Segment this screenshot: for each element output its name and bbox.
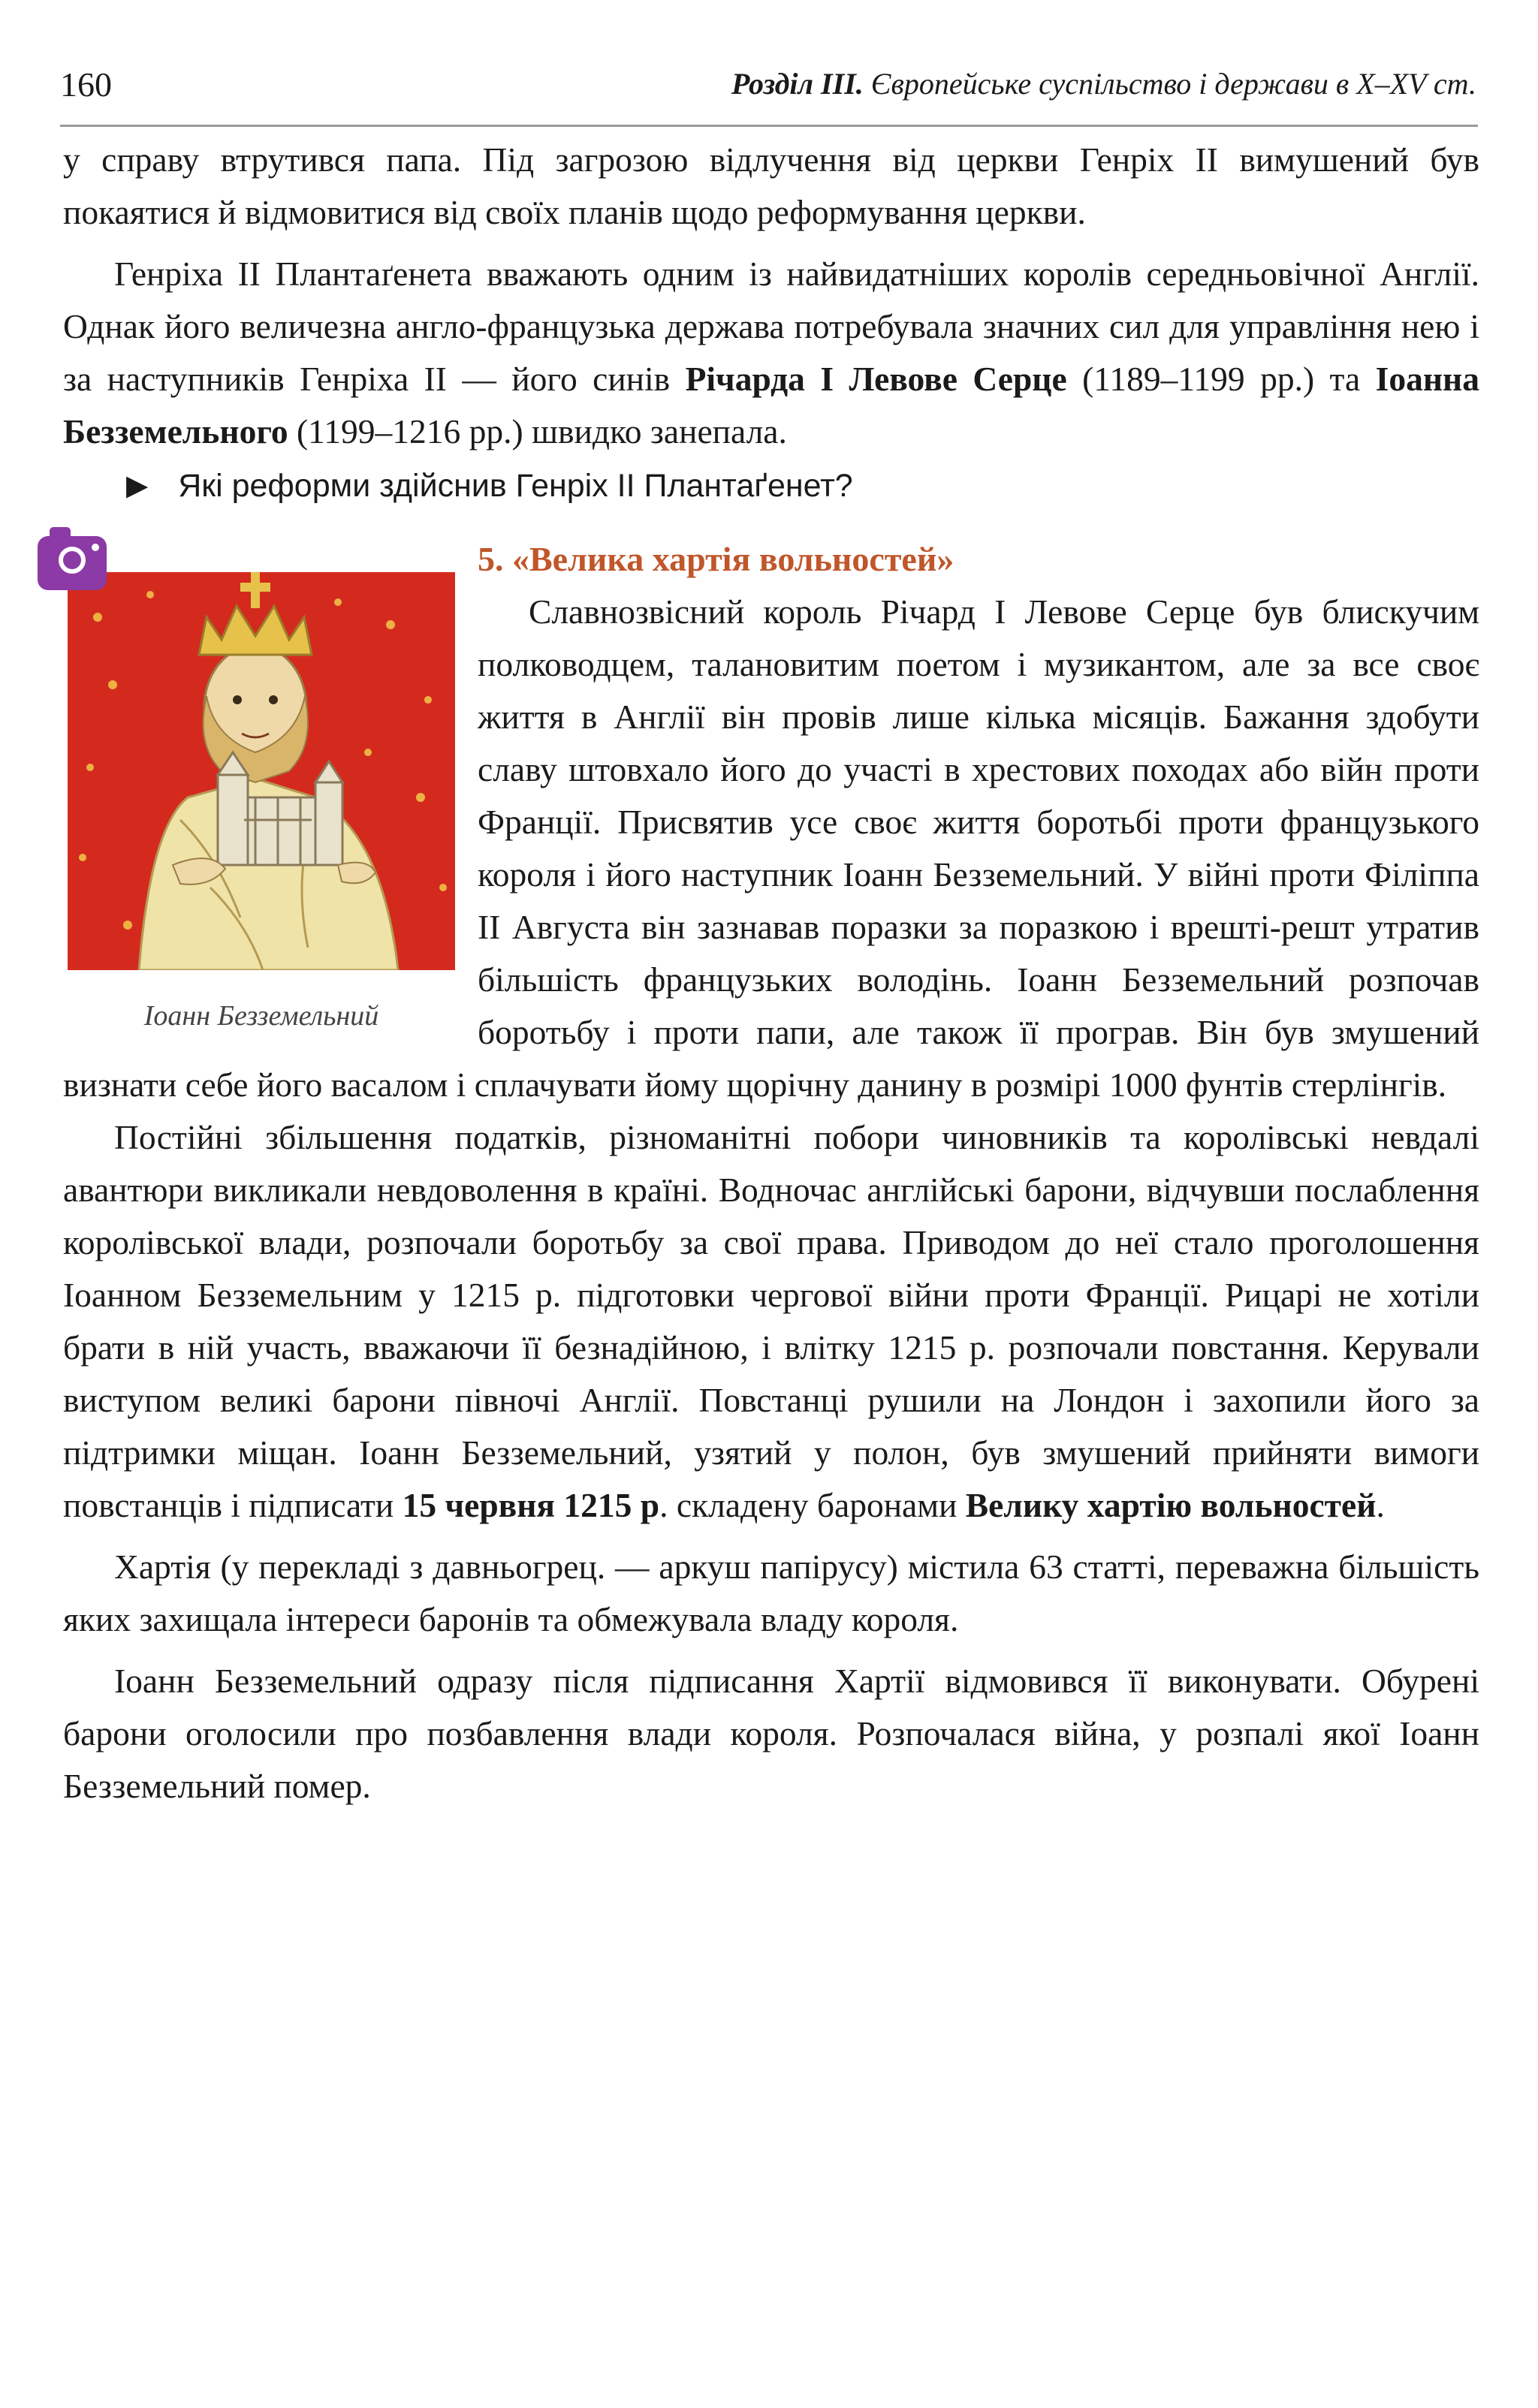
camera-icon-top xyxy=(50,527,71,541)
section-p2-text-e: . xyxy=(1376,1486,1385,1524)
review-question xyxy=(63,460,1479,512)
running-header-subtitle: Європейське суспільство і держави в X–XV ст. xyxy=(870,67,1476,101)
page-number: 160 xyxy=(60,65,112,104)
camera-icon[interactable] xyxy=(38,536,107,590)
section-paragraph-4: Іоанн Безземельний одразу після підписання Хартії відмовився її виконувати. Обурені барони оголосили про позбавлення влади короля. Розпочалася війна, у розпалі якої Іоанн Безземельний помер. xyxy=(63,1662,1479,1805)
intro-paragraph-1: у справу втрутився папа. Під загрозою відлучення від церкви Генріх II вимушений був покаятися й відмовитися від своїх планів щодо реформування церкви. xyxy=(63,140,1479,231)
charter-date: 15 червня 1215 р xyxy=(402,1486,660,1524)
camera-icon-lens xyxy=(59,547,86,574)
section-title: 5. «Велика хартія вольностей» xyxy=(478,540,954,578)
intro-p2-text-a: Генріха II Плантаґенета вважають одним із найвидатніших королів середньовічної Англії. Однак його величезна англо-французька держава потребувала значних сил для управління нею і за наступників Генріха II — його синів xyxy=(63,255,1479,398)
paragraph-gap xyxy=(63,1532,1479,1541)
portrait-figure xyxy=(35,536,455,1035)
section-p2-text-a: Постійні збільшення податків, різноманітні побори чиновників та королівські невдалі авантюри викликали невдоволення в країні. Водночас англійські барони, відчувши послаблення королівської влади, розпочали боротьбу за свої права. Приводом до неї стало проголошення Іоанном Безземельним у 1215 р. підготовки чергової війни проти Франції. Рицарі не хотіли брати в ній участь, вважаючи її безнадійною, і влітку 1215 р. розпочали повстання. Керували виступом великі барони півночі Англії. Повстанці рушили на Лондон і захопили його за підтримки міщан. Іоанн Безземельний, узятий у полон, був змушений прийняти вимоги повстанців і підписати xyxy=(63,1118,1479,1524)
header-divider xyxy=(60,125,1478,127)
section-paragraph-2 xyxy=(63,1111,1479,1532)
figure-caption: Іоанн Безземельний xyxy=(143,1000,379,1032)
section-paragraph-3: Хартія (у перекладі з давньогрец. — аркуш папірусу) містила 63 статті, переважна більшість яких захищала інтереси баронів та обмежувала владу короля. xyxy=(63,1548,1479,1638)
intro-paragraph-2 xyxy=(63,248,1479,458)
camera-icon-flash xyxy=(92,544,99,551)
paragraph-gap xyxy=(63,1646,1479,1655)
magna-carta-term: Велику хартію вольностей xyxy=(965,1486,1377,1524)
running-header-section: Розділ ІІІ. xyxy=(731,67,864,101)
play-arrow-icon: ▶ xyxy=(126,470,149,502)
review-question-text: Які реформи здійснив Генріх II Плантаґенет? xyxy=(178,468,853,504)
portrait-image xyxy=(68,572,455,970)
running-header xyxy=(731,66,1476,101)
intro-p2-text-c: (1189–1199 рр.) та xyxy=(1066,360,1376,398)
intro-p2-text-e: (1199–1216 рр.) швидко занепала. xyxy=(288,412,787,451)
section-p2-text-c: . складену баронами xyxy=(659,1486,966,1524)
paragraph-gap xyxy=(63,239,1479,248)
john-name: Іоанна Безземельного xyxy=(63,360,1480,451)
section-paragraph-1: Славнозвісний король Річард I Левове Серце був блискучим полководцем, талановитим поетом і музикантом, але за все своє життя в Англії він провів лише кілька місяців. Бажання здобути славу штовхало його до участі в хрестових походах або війн проти Франції. Присвятив усе своє життя боротьбі проти французького короля і його наступник Іоанн Безземельний. У війні проти Філіппа II Августа він зазнавав поразки за поразкою і врешті-решт утратив більшість французьких володінь. Іоанн Безземельний розпочав боротьбу і проти папи, але також її програв. Він був змушений визнати себе його васалом і сплачувати йому щорічну данину в розмірі 1000 фунтів стерлінгів. xyxy=(63,592,1479,1104)
page-content xyxy=(63,134,1479,1813)
richard-name: Річарда I Левове Серце xyxy=(685,360,1067,398)
